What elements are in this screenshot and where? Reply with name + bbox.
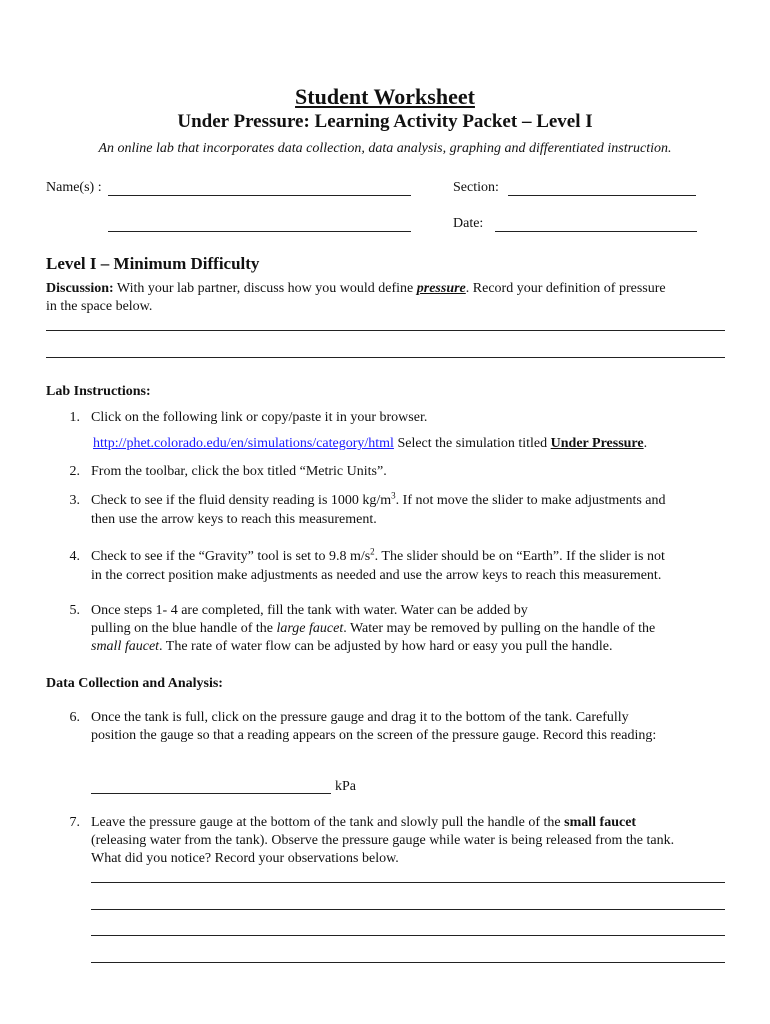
step-4-number: 4. bbox=[69, 549, 80, 564]
step-7-number: 7. bbox=[69, 815, 80, 830]
step-1-after-link: Select the simulation titled bbox=[393, 436, 551, 451]
step-7-line-3: What did you notice? Record your observations below. bbox=[91, 851, 399, 866]
observation-line-2[interactable] bbox=[91, 909, 725, 910]
step-5-number: 5. bbox=[69, 603, 80, 618]
step-4-text-b: . The slider should be on “Earth”. If the slider is not bbox=[374, 549, 665, 564]
small-faucet-bold: small faucet bbox=[564, 815, 637, 830]
step-5-line-1: Once steps 1- 4 are completed, fill the tank with water. Water can be added by bbox=[91, 603, 528, 618]
level-heading: Level I – Minimum Difficulty bbox=[46, 254, 260, 273]
intro-text: An online lab that incorporates data collection, data analysis, graphing and differentiated instruction. bbox=[98, 141, 672, 156]
step-2-number: 2. bbox=[69, 464, 80, 479]
step-7-line-1 bbox=[91, 815, 636, 831]
step-3-line-2: then use the arrow keys to reach this measurement. bbox=[91, 512, 377, 527]
discussion-text-before: With your lab partner, discuss how you would define bbox=[113, 281, 417, 296]
observation-line-1[interactable] bbox=[91, 882, 725, 883]
step-3-text-b: . If not move the slider to make adjustments and bbox=[395, 493, 666, 508]
pressure-reading-field[interactable] bbox=[91, 793, 331, 794]
large-faucet-term: large faucet bbox=[276, 621, 344, 636]
observation-line-3[interactable] bbox=[91, 935, 725, 936]
step-5-text-a: pulling on the blue handle of the bbox=[91, 621, 277, 636]
observation-line-4[interactable] bbox=[91, 962, 725, 963]
discussion-label: Discussion: bbox=[46, 281, 114, 296]
discussion-line-2: in the space below. bbox=[46, 299, 153, 314]
step-7-line-2: (releasing water from the tank). Observe the pressure gauge while water is being released from the tank. bbox=[91, 833, 675, 848]
discussion-text-after: . Record your definition of pressure bbox=[465, 281, 666, 296]
data-collection-heading: Data Collection and Analysis: bbox=[46, 676, 223, 691]
step-5-line-2 bbox=[91, 621, 655, 637]
step-2-text: From the toolbar, click the box titled “Metric Units”. bbox=[91, 464, 387, 479]
step-1-link-line bbox=[93, 436, 647, 452]
step-7-text-a: Leave the pressure gauge at the bottom of the tank and slowly pull the handle of the bbox=[91, 815, 565, 830]
step-5-text-c: . The rate of water flow can be adjusted by how hard or easy you pull the handle. bbox=[159, 639, 613, 654]
step-3-text-a: Check to see if the fluid density reading is 1000 kg/m bbox=[91, 493, 392, 508]
discussion-answer-line-2[interactable] bbox=[46, 357, 725, 358]
page-title: Student Worksheet bbox=[295, 84, 475, 109]
page-subtitle: Under Pressure: Learning Activity Packet – Level I bbox=[177, 111, 593, 132]
lab-instructions-heading: Lab Instructions: bbox=[46, 384, 151, 399]
step-6-line-2: position the gauge so that a reading appears on the screen of the pressure gauge. Record this reading: bbox=[91, 728, 657, 743]
step-5-text-b: . Water may be removed by pulling on the handle of the bbox=[343, 621, 656, 636]
step-4-superscript: 2 bbox=[370, 546, 375, 557]
section-label: Section: bbox=[453, 180, 499, 195]
step-3-line-1 bbox=[91, 490, 666, 509]
pressure-unit-label: kPa bbox=[335, 779, 356, 794]
date-label: Date: bbox=[453, 216, 484, 231]
discussion-line-1 bbox=[46, 281, 666, 297]
simulation-title: Under Pressure bbox=[550, 436, 644, 451]
step-6-number: 6. bbox=[69, 710, 80, 725]
step-1-text: Click on the following link or copy/paste it in your browser. bbox=[91, 410, 428, 425]
names-field-1[interactable] bbox=[108, 195, 411, 196]
step-4-line-1 bbox=[91, 546, 665, 565]
small-faucet-term: small faucet bbox=[91, 639, 160, 654]
step-5-line-3 bbox=[91, 639, 612, 655]
step-1-number: 1. bbox=[69, 410, 80, 425]
step-3-number: 3. bbox=[69, 493, 80, 508]
date-field[interactable] bbox=[495, 231, 697, 232]
step-1-end: . bbox=[643, 436, 648, 451]
discussion-term: pressure bbox=[416, 281, 466, 296]
step-3-superscript: 3 bbox=[391, 490, 396, 501]
simulation-link[interactable]: http://phet.colorado.edu/en/simulations/category/html bbox=[93, 436, 394, 451]
discussion-answer-line-1[interactable] bbox=[46, 330, 725, 331]
names-field-2[interactable] bbox=[108, 231, 411, 232]
step-4-line-2: in the correct position make adjustments as needed and use the arrow keys to reach this measurement. bbox=[91, 568, 662, 583]
step-6-line-1: Once the tank is full, click on the pressure gauge and drag it to the bottom of the tank. Carefully bbox=[91, 710, 629, 725]
section-field[interactable] bbox=[508, 195, 696, 196]
names-label: Name(s) : bbox=[46, 180, 102, 195]
step-4-text-a: Check to see if the “Gravity” tool is set to 9.8 m/s bbox=[91, 549, 371, 564]
